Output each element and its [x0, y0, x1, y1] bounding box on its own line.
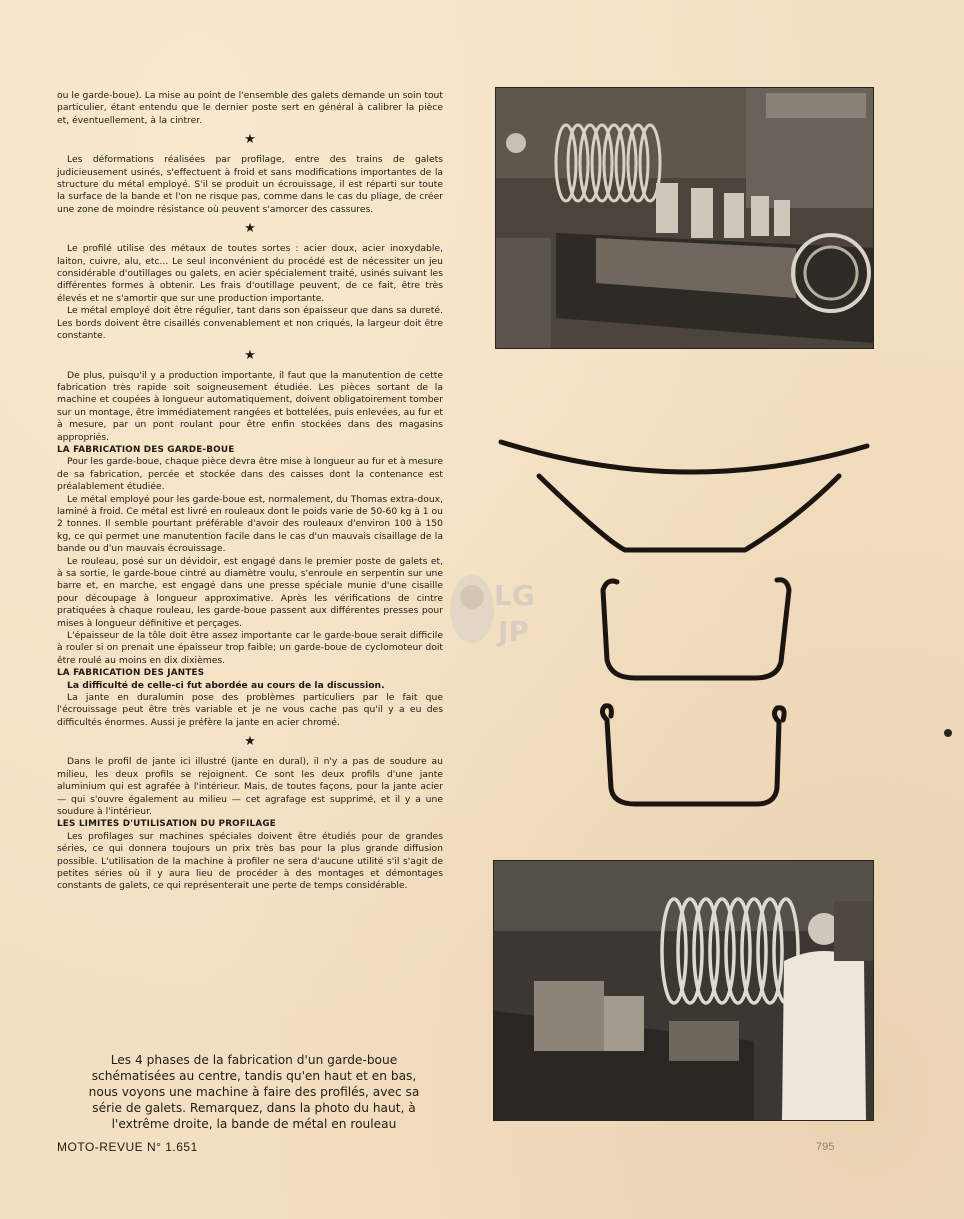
article-paragraph: Le rouleau, posé sur un dévidoir, est engagé dans le premier poste de galets et, à sa sortie, le garde-boue cintré au diamètre voulu, s'enroule en serpentin sur une barre et, en marche, est engagé dans une presse spéciale munie d'une cisaille pour découpage à longueur approximative. Après les vérifications de cintre pratiquées à chaque rouleau, les garde-boue passent aux différentes presses pour mises à longueur définitive et perçages.	[57, 555, 443, 629]
fender-curl-left	[602, 706, 611, 720]
section-star-icon: ★	[244, 132, 256, 148]
section-star-icon: ★	[244, 347, 256, 363]
profiling-machine-illustration	[496, 88, 873, 348]
article-paragraph: Le profilé utilise des métaux de toutes sortes : acier doux, acier inoxydable, laiton, cuivre, alu, etc... Le seul inconvénient du procédé est de nécessiter un jeu considérable d'outillages ou galets, en acier spécialement traité, usinés suivant les différentes formes à obtenir. Les frais d'outillage peuvent, de ce fait, être très élevés et ne s'amortir que sur une production importante.	[57, 243, 443, 304]
article-paragraph: Pour les garde-boue, chaque pièce devra être mise à longueur au fur et à mesure de sa fabrication, percée et stockée dans des caisses dont la contenance est préalablement étudiée.	[57, 456, 443, 493]
section-heading: LA FABRICATION DES JANTES	[57, 668, 205, 679]
figure-caption: Les 4 phases de la fabrication d'un garde-boue schématisées au centre, tandis qu'en haut et en bas, nous voyons une machine à faire des profilés, avec sa série de galets. Remarquez, dans la photo du haut, à l'extrême droite, la bande de métal en rouleau	[88, 1053, 420, 1131]
article-paragraph: Les profilages sur machines spéciales doivent être étudiés pour de grandes séries, ce qui donnera toujours un prix très bas pour la plus grande diffusion possible. L'utilisation de la machine à profiler ne sera d'aucune utilité s'il s'agit de petites séries où il y aura lieu de procéder à des montages et démontages constants de galets, ce qui représenterait une perte de temps considérable.	[57, 830, 443, 892]
article-paragraph: La jante en duralumin pose des problèmes particuliers par le fait que l'écrouissage peut être très variable et je ne vous cache pas qu'il y a eu des difficultés énormes. Aussi je préfère la jante en acier chromé.	[57, 692, 443, 728]
magazine-issue: MOTO-REVUE N° 1.651	[57, 1140, 198, 1154]
top-machine-photo	[495, 87, 874, 349]
fender-phases-diagram	[495, 430, 875, 815]
article-paragraph: Les déformations réalisées par profilage, entre des trains de galets judicieusement usinés, s'effectuent à froid et sans modifications importantes de la structure du métal employé. S'il se produit un écrouissage, il est réparti sur toute la surface de la bande et l'on ne risque pas, comme dans le cas du pliage, de créer une zone de moindre résistance où peuvent s'amorcer des cassures.	[57, 154, 443, 215]
bottom-machine-photo	[493, 860, 874, 1121]
article-paragraph: Le métal employé pour les garde-boue est, normalement, du Thomas extra-doux, laminé à froid. Ce métal est livré en rouleaux dont le poids varie de 50-60 kg à 1 ou 2 tonnes. Il semble pourtant préférable d'avoir des rouleaux d'environ 100 à 150 kg, ce qui permet une manutention facile dans le cas d'un mauvais cisaillage de la bande ou d'un mauvais écrouissage.	[57, 493, 443, 555]
svg-text:JP: JP	[498, 615, 529, 648]
fender-phase-1	[501, 442, 867, 472]
article-paragraph: Dans le profil de jante ici illustré (jante en dural), il n'y a pas de soudure au milieu, les deux profils se rejoignent. Ce sont les deux profils d'une jante aluminium qui est agrafée à l'intérieur. Mais, de toutes façons, pour la jante acier — qui s'ouvre également au milieu — cet agrafage est supprimé, et il y a une soudure à l'intérieur.	[57, 756, 443, 817]
watermark-logo	[444, 563, 544, 659]
margin-dot	[944, 729, 952, 737]
section-heading: LES LIMITES D'UTILISATION DU PROFILAGE	[57, 819, 276, 830]
fender-curl-right	[774, 708, 784, 722]
article-paragraph: De plus, puisqu'il y a production importante, il faut que la manutention de cette fabrication très rapide soit soigneusement étudiée. Les pièces sortant de la machine et coupées à longueur automatiquement, doivent obligatoirement tomber sur un montage, être immédiatement rangées et bottelées, puis enlevées, au fur et à mesure, par un pont roulant pour être enfin stockées dans des magasins appropriés.	[57, 369, 443, 443]
page-number: 795	[816, 1141, 835, 1153]
section-star-icon: ★	[244, 221, 256, 237]
section-heading: LA FABRICATION DES GARDE-BOUE	[57, 444, 235, 455]
article-paragraph: Le métal employé doit être régulier, tant dans son épaisseur que dans sa dureté. Les bords doivent être cisaillés convenablement et non criqués, la largeur doit être constante.	[57, 305, 443, 342]
profiling-machine-operator-illustration	[494, 861, 873, 1120]
fender-phase-4	[607, 720, 779, 804]
fender-phase-2	[539, 476, 839, 550]
article-paragraph: ou le garde-boue). La mise au point de l'ensemble des galets demande un soin tout particulier, étant entendu que le dernier poste sert en général à calibrer la pièce et, éventuellement, à la cintrer.	[57, 90, 443, 126]
article-paragraph: L'épaisseur de la tôle doit être assez importante car le garde-boue serait difficile à rouler si on prenait une épaisseur trop faible; un garde-boue de cyclomoteur doit être roulé au moins en dix dixièmes.	[57, 630, 443, 666]
fender-phase-3	[603, 580, 789, 678]
section-star-icon: ★	[244, 734, 256, 750]
article-column	[57, 90, 443, 893]
svg-text:LG: LG	[494, 579, 535, 612]
article-paragraph: La difficulté de celle-ci fut abordée au cours de la discussion.	[67, 679, 385, 691]
